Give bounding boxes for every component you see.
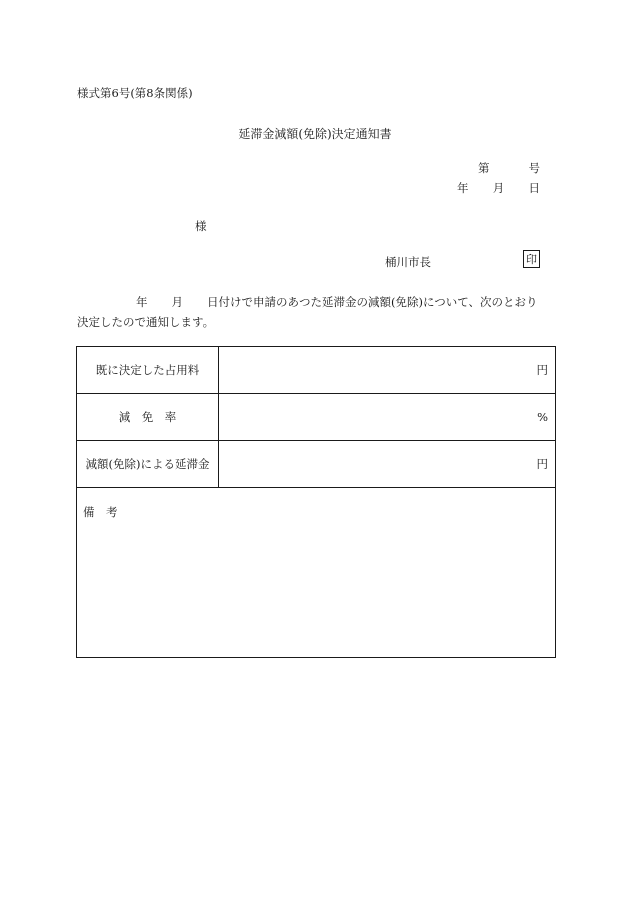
seal-label: 印 — [526, 252, 537, 266]
table-row — [77, 394, 556, 441]
notification-body — [77, 292, 557, 332]
number-prefix: 第 — [478, 161, 490, 175]
row-value-reduction-rate — [219, 394, 556, 441]
document-number-line — [478, 160, 540, 176]
table-row — [77, 488, 556, 658]
table-row — [77, 441, 556, 488]
row-value-late-fee — [219, 441, 556, 488]
date-year: 年 — [457, 181, 469, 195]
body-line-2: 決定したので通知します。 — [77, 315, 215, 329]
number-suffix: 号 — [528, 161, 540, 175]
date-month: 月 — [492, 181, 505, 195]
unit-percent: % — [537, 410, 548, 424]
form-number-label: 様式第6号(第8条関係) — [77, 86, 193, 100]
body-month: 月 — [171, 295, 183, 309]
document-date-line — [457, 180, 540, 196]
body-line-1 — [77, 292, 557, 312]
table-row — [77, 347, 556, 394]
decision-details-table — [76, 346, 556, 658]
addressee-honorific: 様 — [195, 219, 207, 233]
body-line-1-rest: 日付けで申請のあつた延滞金の減額(免除)について、次のとおり — [207, 295, 538, 309]
row-value-prior-fee — [219, 347, 556, 394]
row-label-reduction-rate: 減 免 率 — [77, 394, 219, 441]
row-label-prior-fee: 既に決定した占用料 — [77, 347, 219, 394]
document-title: 延滞金減額(免除)決定通知書 — [238, 127, 392, 141]
body-year: 年 — [136, 295, 148, 309]
unit-yen: 円 — [536, 457, 548, 471]
sender-title: 桶川市長 — [385, 255, 431, 269]
remarks-label: 備 考 — [83, 505, 118, 519]
seal-stamp-box — [523, 250, 540, 268]
row-label-late-fee: 減額(免除)による延滞金 — [77, 441, 219, 488]
unit-yen: 円 — [536, 363, 548, 377]
remarks-cell — [77, 488, 556, 658]
date-day: 日 — [528, 181, 540, 195]
